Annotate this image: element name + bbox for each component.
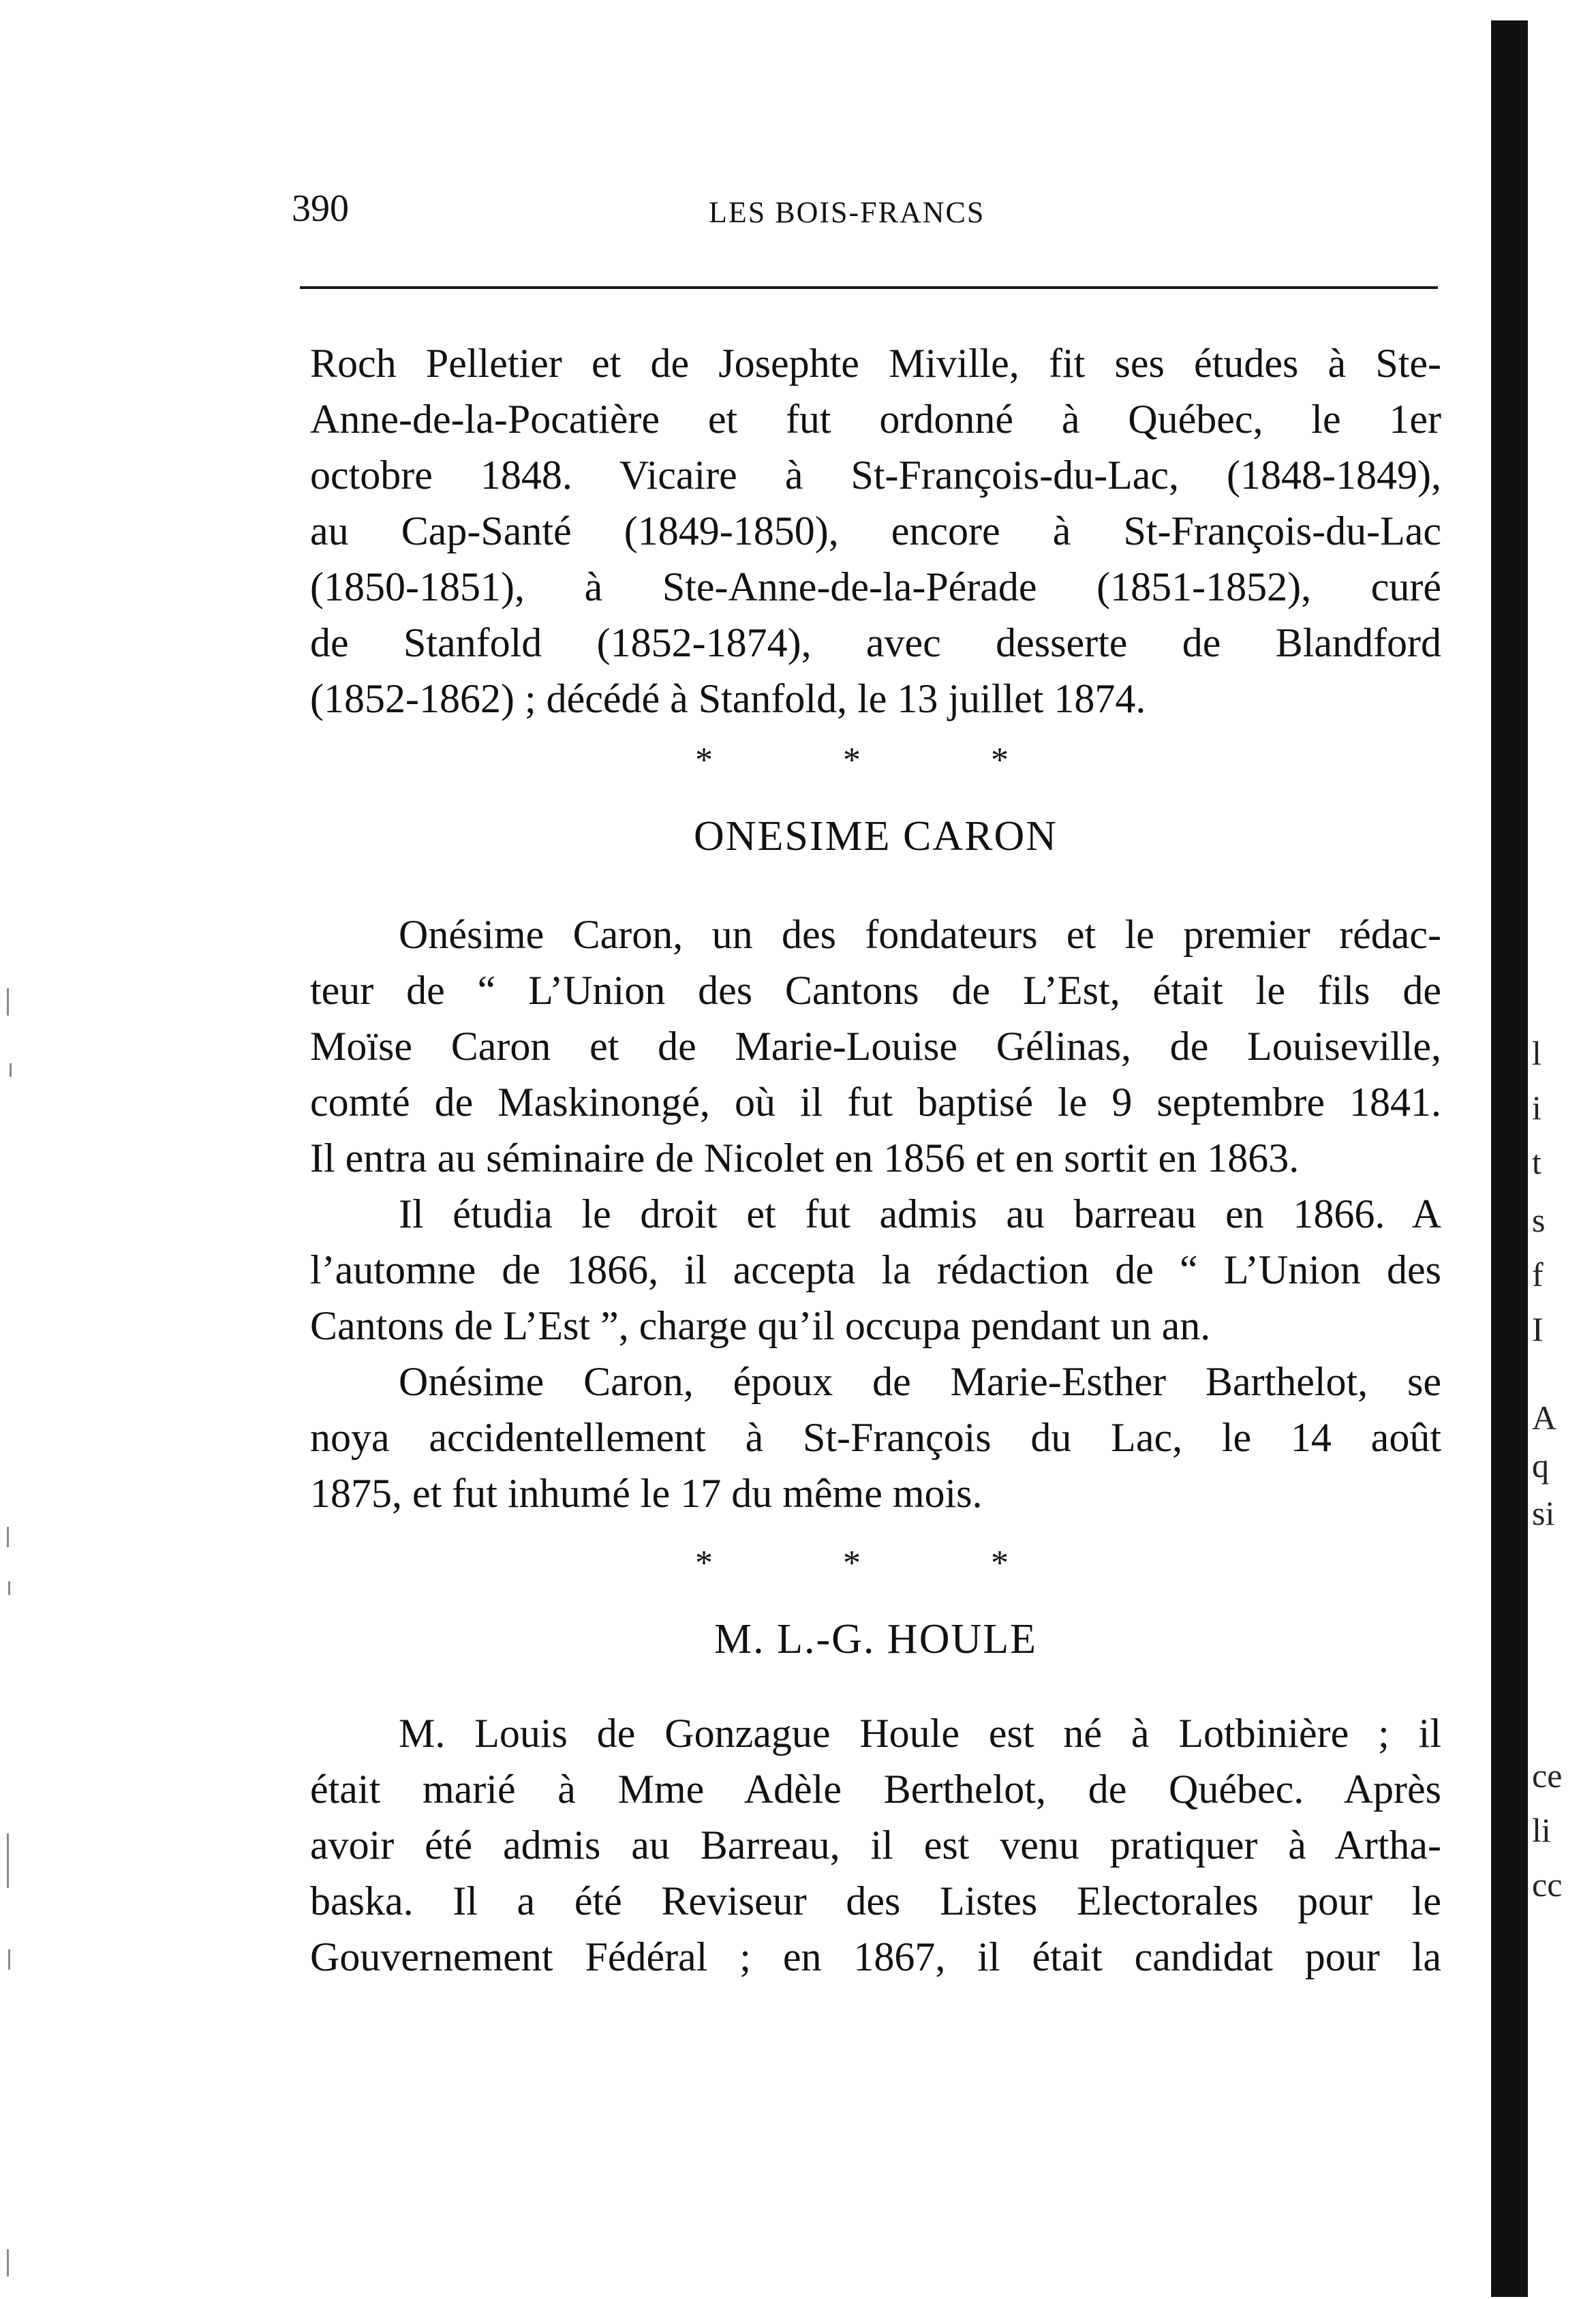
scan-speck [7,988,9,1016]
scan-speck [7,1833,9,1888]
text-line: Anne-de-la-Pocatière et fut ordonné à Québec, le 1er [310,397,1441,442]
running-title: LES BOIS-FRANCS [709,196,985,229]
text-line: Moïse Caron et de Marie-Louise Gélinas, de Louiseville, [310,1024,1441,1069]
section-heading-houle: M. L.-G. HOULE [714,1616,1037,1662]
scan-speck [7,2249,9,2277]
text-line: (1852-1862) ; décédé à Stanfold, le 13 juillet 1874. [310,676,1146,721]
text-line: Il étudia le droit et fut admis au barreau en 1866. A [399,1191,1441,1236]
section-separator [695,743,1009,778]
text-line: octobre 1848. Vicaire à St-François-du-Lac, (1848-1849), [310,453,1441,498]
bleed-char: t [1532,1143,1541,1181]
scan-speck [10,1063,12,1077]
separator-star: * [843,1544,861,1583]
header-rule [300,286,1438,289]
bleed-char: s [1532,1201,1546,1239]
bleed-char: f [1532,1255,1544,1294]
separator-star: * [695,741,713,780]
page-number: 390 [292,187,349,230]
text-line: Roch Pelletier et de Josephte Miville, fit ses études à Ste- [310,341,1441,386]
bleed-char: I [1532,1310,1544,1348]
text-line: comté de Maskinongé, où il fut baptisé le 9 septembre 1841. [310,1080,1441,1125]
bleed-char: q [1532,1446,1549,1485]
scan-speck [8,1949,10,1970]
text-line: était marié à Mme Adèle Berthelot, de Québec. Après [310,1767,1441,1812]
separator-star: * [991,1544,1009,1583]
bleed-char: cc [1532,1866,1563,1904]
bleed-char: ce [1532,1756,1563,1795]
houle-paragraph [310,1705,1441,1985]
separator-star: * [843,741,861,780]
section-heading-caron: ONESIME CARON [693,813,1058,859]
text-line: l’automne de 1866, il accepta la rédaction de “ L’Union des [310,1247,1441,1292]
text-line: de Stanfold (1852-1874), avec desserte de Blandford [310,620,1441,665]
text-line: avoir été admis au Barreau, il est venu pratiquer à Artha- [310,1823,1441,1868]
separator-star: * [695,1544,713,1583]
text-line: Il entra au séminaire de Nicolet en 1856 et en sortit en 1863. [310,1136,1300,1181]
text-line: Onésime Caron, époux de Marie-Esther Barthelot, se [399,1359,1441,1404]
text-line: au Cap-Santé (1849-1850), encore à St-François-du-Lac [310,508,1441,553]
text-line: M. Louis de Gonzague Houle est né à Lotbinière ; il [399,1711,1441,1756]
text-line: 1875, et fut inhumé le 17 du même mois. [310,1471,983,1516]
text-line: Cantons de L’Est ”, charge qu’il occupa pendant un an. [310,1303,1211,1348]
bleed-char: i [1532,1088,1541,1127]
text-line: noya accidentellement à St-François du Lac, le 14 août [310,1415,1441,1460]
text-line: Onésime Caron, un des fondateurs et le premier rédac- [399,912,1441,957]
bleed-char: si [1532,1494,1555,1532]
scan-speck [7,1527,9,1547]
separator-star: * [991,741,1009,780]
text-line: Gouvernement Fédéral ; en 1867, il était candidat pour la [310,1934,1441,1979]
text-line: (1850-1851), à Ste-Anne-de-la-Pérade (1851-1852), curé [310,564,1441,609]
caron-paragraph [310,907,1441,1521]
intro-paragraph [310,335,1441,727]
scan-speck [8,1581,10,1595]
bleed-char: A [1532,1399,1557,1437]
section-separator [695,1546,1009,1581]
text-line: teur de “ L’Union des Cantons de L’Est, était le fils de [310,968,1441,1013]
bleed-char: li [1532,1811,1551,1849]
binding-strip [1491,20,1528,2297]
bleed-char: l [1532,1034,1541,1072]
text-line: baska. Il a été Reviseur des Listes Electorales pour le [310,1878,1441,1923]
